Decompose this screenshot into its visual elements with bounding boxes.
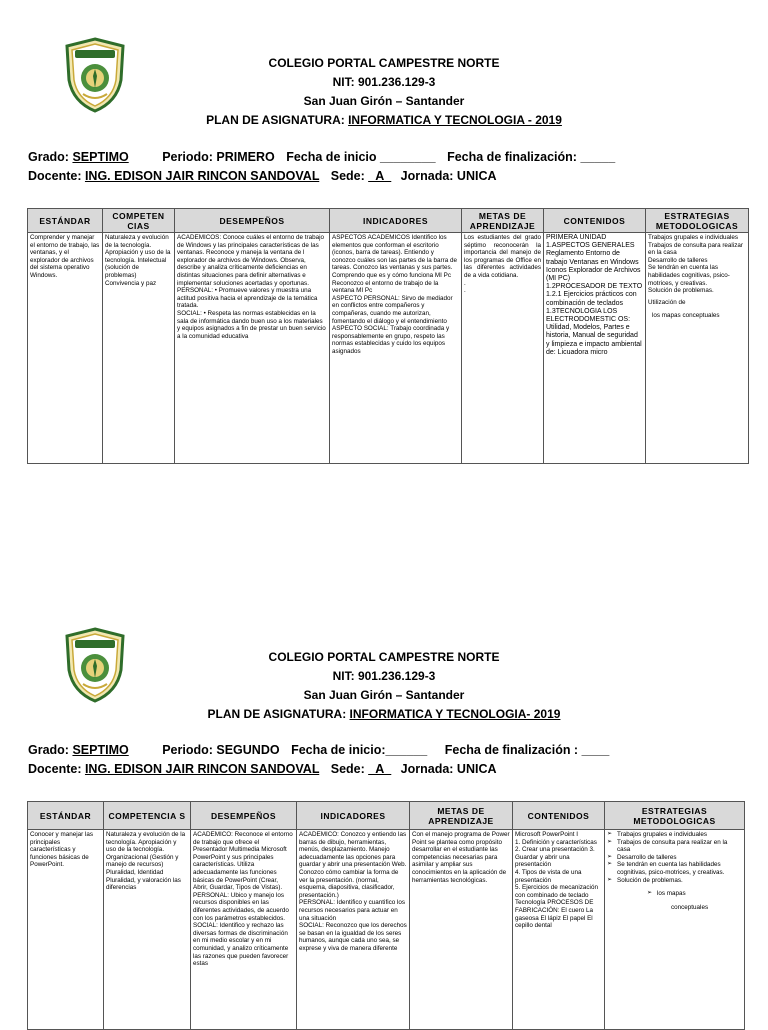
- col-header-estrategias: ESTRATEGIAS METODOLOGICAS: [646, 209, 749, 233]
- cell-estrategias: [605, 830, 745, 1030]
- plan-subject: INFORMATICA Y TECNOLOGIA- 2019: [349, 707, 561, 721]
- cell-text: ASPECTO PERSONAL: Sirvo de mediador en conflictos entre compañeros y compañeras, cuando me autorizan, fomentando el diálogo y el entendimiento: [332, 294, 455, 325]
- docente-row: [28, 169, 497, 183]
- cell-estrategias: [646, 233, 749, 464]
- plan-table: [27, 208, 749, 464]
- fecha-inicio: Fecha de inicio ________: [286, 150, 436, 164]
- list-item: ➢ Trabajos grupales e individuales: [607, 831, 742, 839]
- cell-text: Desarrollo de talleres: [648, 256, 708, 264]
- cell-text: Trabajos grupales e individuales: [648, 234, 739, 241]
- cell-competencias: [103, 233, 175, 464]
- col-header-indicadores: INDICADORES: [297, 802, 410, 830]
- estrategias-list: [607, 831, 742, 898]
- cell-text: PRIMERA UNIDAD: [546, 234, 607, 241]
- cell-text: 1.3TECNOLOGIA LOS ELECTRODOMESTIC OS: Utilidad, Modelos, Partes e historia, Manual de seguridad y limpieza e impacto ambiental de: Licuadora micro: [546, 307, 644, 356]
- jornada: Jornada: UNICA: [400, 169, 497, 183]
- col-header-estrategias: ESTRATEGIAS METODOLOGICAS: [605, 802, 745, 830]
- table-row: [28, 233, 749, 464]
- cell-text: ACADEMICO: Reconoce el entorno de trabajo que ofrece el Presentador Multimedia Microsoft PowerPoint y sus principales características. Utiliza adecuadamente las funciones básicas de PowerPoint (Crear, Abrir, Guardar, Tipos de Vistas).: [193, 831, 295, 892]
- cell-indicadores: [297, 830, 410, 1030]
- docente-row: [28, 762, 497, 776]
- cell-text: 1.2.1 Ejercicios prácticos con combinación de teclados: [546, 291, 639, 307]
- school-nit: NIT: 901.236.129-3: [332, 75, 436, 89]
- cell-indicadores: [330, 233, 462, 464]
- plan-title-prefix: PLAN DE ASIGNATURA:: [207, 707, 350, 721]
- cell-text: Comprender y manejar el entorno de trabajo, las ventanas, y el explorador de archivos del sistema operativo Windows.: [30, 234, 102, 279]
- col-header-indicadores: INDICADORES: [330, 209, 462, 233]
- cell-text: ACADEMICOS: Conoce cuáles el entorno de trabajo de Windows y las principales características de las ventanas. Reconoce y maneja la ventana de l explorador de archivos de Windows. Observa, describe y analiza críticamente deficiencias en distintas situaciones para definir alternativas e implementar soluciones acertadas y oportunas.: [177, 234, 326, 287]
- fecha-inicio: Fecha de inicio:______: [291, 743, 428, 757]
- cell-contenidos: [544, 233, 646, 464]
- sede-label: Sede:: [330, 762, 369, 776]
- cell-text: .: [464, 279, 466, 287]
- cell-text: ACADEMICO: Conozco y entiendo las barras de dibujo, herramientas, menús, desplazamiento. Manejo adecuadamente las opciones para guardar y abrir una presentación Web. Conozco cómo cambiar la forma de ver la presentación. (normal, esquema, diapositiva, clasificador, presentación.): [299, 831, 409, 899]
- school-name: COLEGIO PORTAL CAMPESTRE NORTE: [268, 650, 500, 664]
- fecha-fin: Fecha de finalización: _____: [447, 150, 616, 164]
- cell-text: los mapas conceptuales: [652, 312, 720, 320]
- cell-text: 1.ASPECTOS GENERALES Reglamento Entorno de trabajo Ventanas en Windows Iconos Explorador de Archivos (MI PC): [546, 242, 643, 283]
- fecha-fin: Fecha de finalización : ____: [444, 743, 610, 757]
- school-name: COLEGIO PORTAL CAMPESTRE NORTE: [268, 56, 500, 70]
- cell-text: .: [464, 287, 466, 295]
- col-header-contenidos: CONTENIDOS: [544, 209, 646, 233]
- cell-text: SOCIAL: Identifico y rechazo las diversas formas de discriminación en mi medio escolar y en mi comunidad, y analizo críticamente las razones que pueden favorecer estas: [193, 922, 290, 968]
- sede-value: _A_: [368, 169, 392, 183]
- cell-metas: [410, 830, 513, 1030]
- cell-estandar: [28, 830, 104, 1030]
- list-item: ➢ los mapas: [647, 890, 742, 898]
- school-location: San Juan Girón – Santander: [303, 94, 465, 108]
- cell-contenidos: [513, 830, 605, 1030]
- docente-value: ING. EDISON JAIR RINCON SANDOVAL: [84, 762, 320, 776]
- periodo: Periodo: SEGUNDO: [162, 743, 280, 757]
- col-header-competencias: COMPETEN CIAS: [103, 209, 175, 233]
- cell-competencias: [104, 830, 191, 1030]
- table-header-row: [28, 209, 749, 233]
- list-item: ➢ Se tendrán en cuenta las habilidades cognitivas, psico-motrices, y creativas.: [607, 861, 742, 876]
- cell-text: Solución de problemas.: [648, 287, 714, 295]
- jornada: Jornada: UNICA: [400, 762, 497, 776]
- plan-title: [0, 705, 768, 724]
- list-item: ➢ Desarrollo de talleres: [607, 854, 742, 862]
- cell-text: SOCIAL: • Respeta las normas establecidas en la sala de informática dando buen uso a los materiales y equipos asignados a fin de prestar un buen servicio a la comunidad educativa: [177, 309, 328, 340]
- cell-text: conceptuales: [671, 903, 709, 911]
- col-header-metas: METAS DE APRENDIZAJE: [462, 209, 544, 233]
- cell-text: 4. Tipos de vista de una presentación: [515, 868, 584, 884]
- cell-text: 5. Ejercicios de mecanización con combinado de teclado Tecnología PROCESOS DE FABRICACIÓN: El cuero La gaseosa El lápiz El papel El cepillo dental: [515, 884, 600, 930]
- cell-text: 1. Definición y características: [515, 838, 597, 846]
- sede-label: Sede:: [330, 169, 369, 183]
- grado-row: [28, 743, 609, 757]
- cell-text: Trabajos de consulta para realizar en la casa: [648, 241, 745, 257]
- cell-desempenos: [191, 830, 297, 1030]
- sede-value: _A_: [368, 762, 392, 776]
- cell-text: Conocer y manejar las principales características y funciones básicas de PowerPoint.: [30, 831, 95, 869]
- docente-label: Docente:: [28, 169, 85, 183]
- col-header-desempenos: DESEMPEÑOS: [175, 209, 330, 233]
- cell-text: 1.2PROCESADOR DE TEXTO: [546, 283, 643, 291]
- col-header-contenidos: CONTENIDOS: [513, 802, 605, 830]
- table-header-row: [28, 802, 745, 830]
- col-header-metas: METAS DE APRENDIZAJE: [410, 802, 513, 830]
- plan-table: [27, 801, 745, 1030]
- list-item: ➢ Trabajos de consulta para realizar en la casa: [607, 839, 742, 854]
- school-nit: NIT: 901.236.129-3: [332, 669, 436, 683]
- grado-label: Grado:: [28, 743, 73, 757]
- grado-label: Grado:: [28, 150, 73, 164]
- cell-text: 2. Crear una presentación 3. Guardar y abrir una presentación: [515, 846, 597, 869]
- cell-text: Utilización de: [648, 298, 686, 306]
- grado-row: [28, 150, 615, 164]
- cell-desempenos: [175, 233, 330, 464]
- periodo: Periodo: PRIMERO: [162, 150, 275, 164]
- cell-text: PERSONAL: Identifico y cuantifico los recursos necesarios para actuar en una situación: [299, 899, 407, 922]
- cell-metas: [462, 233, 544, 464]
- plan-title-prefix: PLAN DE ASIGNATURA:: [206, 113, 349, 127]
- plan-title: [0, 111, 768, 130]
- cell-text: Naturaleza y evolución de la tecnología. Apropiación y uso de la tecnología. Intelectual (solución de problemas) Convivencia y paz: [105, 234, 173, 287]
- cell-text: Con el manejo programa de Power Point se plantea como propósito desarrollar en el estudiante las competencias necesarias para asimilar y ampliar sus conocimientos en la aplicación de herramientas tecnológicas.: [412, 831, 512, 884]
- cell-text: PERSONAL: Ubico y manejo los recursos disponibles en las diferentes actividades, de acuerdo con los parámetros establecidos.: [193, 891, 291, 922]
- col-header-desempenos: DESEMPEÑOS: [191, 802, 297, 830]
- school-location: San Juan Girón – Santander: [303, 688, 465, 702]
- cell-estandar: [28, 233, 103, 464]
- cell-text: PERSONAL: • Promueve valores y muestra una actitud positiva hacia el aprendizaje de la temática tratada.: [177, 287, 320, 310]
- col-header-estandar: ESTÁNDAR: [28, 209, 103, 233]
- list-item: ➢ Solución de problemas.: [607, 877, 742, 885]
- cell-text: Microsoft PowerPoint I: [515, 831, 578, 838]
- cell-text: SOCIAL: Reconozco que los derechos se basan en la igualdad de los seres humanos, aunque cada uno sea, se exprese y viva de manera diferente: [299, 922, 409, 952]
- cell-text: Los estudiantes del grado séptimo reconocerán la importancia del manejo de los programas de Office en las diferentes actividades de a vida cotidiana.: [464, 234, 543, 279]
- cell-text: ASPECTO SOCIAL: Trabajo coordinada y responsablemente en grupo, respeto las normas establecidas y cuido los equipos asignados: [332, 325, 451, 355]
- cell-text: ASPECTOS ACADEMICOS Identifico los elementos que conforman el escritorio (iconos, barra de tareas). Entiendo y conozco cuáles son las partes de la barra de tareas. Conozco las ventanas y sus partes. Comprendo que es y cómo funciona MI Pc Reconozco el entorno de trabajo de la ventana MI Pc: [332, 234, 459, 295]
- col-header-competencias: COMPETENCIA S: [104, 802, 191, 830]
- table-row: [28, 830, 745, 1030]
- grado-value: SEPTIMO: [72, 150, 129, 164]
- grado-value: SEPTIMO: [72, 743, 129, 757]
- plan-subject: INFORMATICA Y TECNOLOGIA - 2019: [348, 113, 562, 127]
- cell-text: Naturaleza y evolución de la tecnología. Apropiación y uso de la tecnología. Organizacional (Gestión y manejo de recursos) Pluralidad, Identidad Pluralidad, y valoración las diferencias: [106, 831, 187, 892]
- docente-label: Docente:: [28, 762, 85, 776]
- col-header-estandar: ESTÁNDAR: [28, 802, 104, 830]
- cell-text: Se tendrán en cuenta las habilidades cognitivas, psico-motrices, y creativas.: [648, 264, 730, 287]
- docente-value: ING. EDISON JAIR RINCON SANDOVAL: [84, 169, 320, 183]
